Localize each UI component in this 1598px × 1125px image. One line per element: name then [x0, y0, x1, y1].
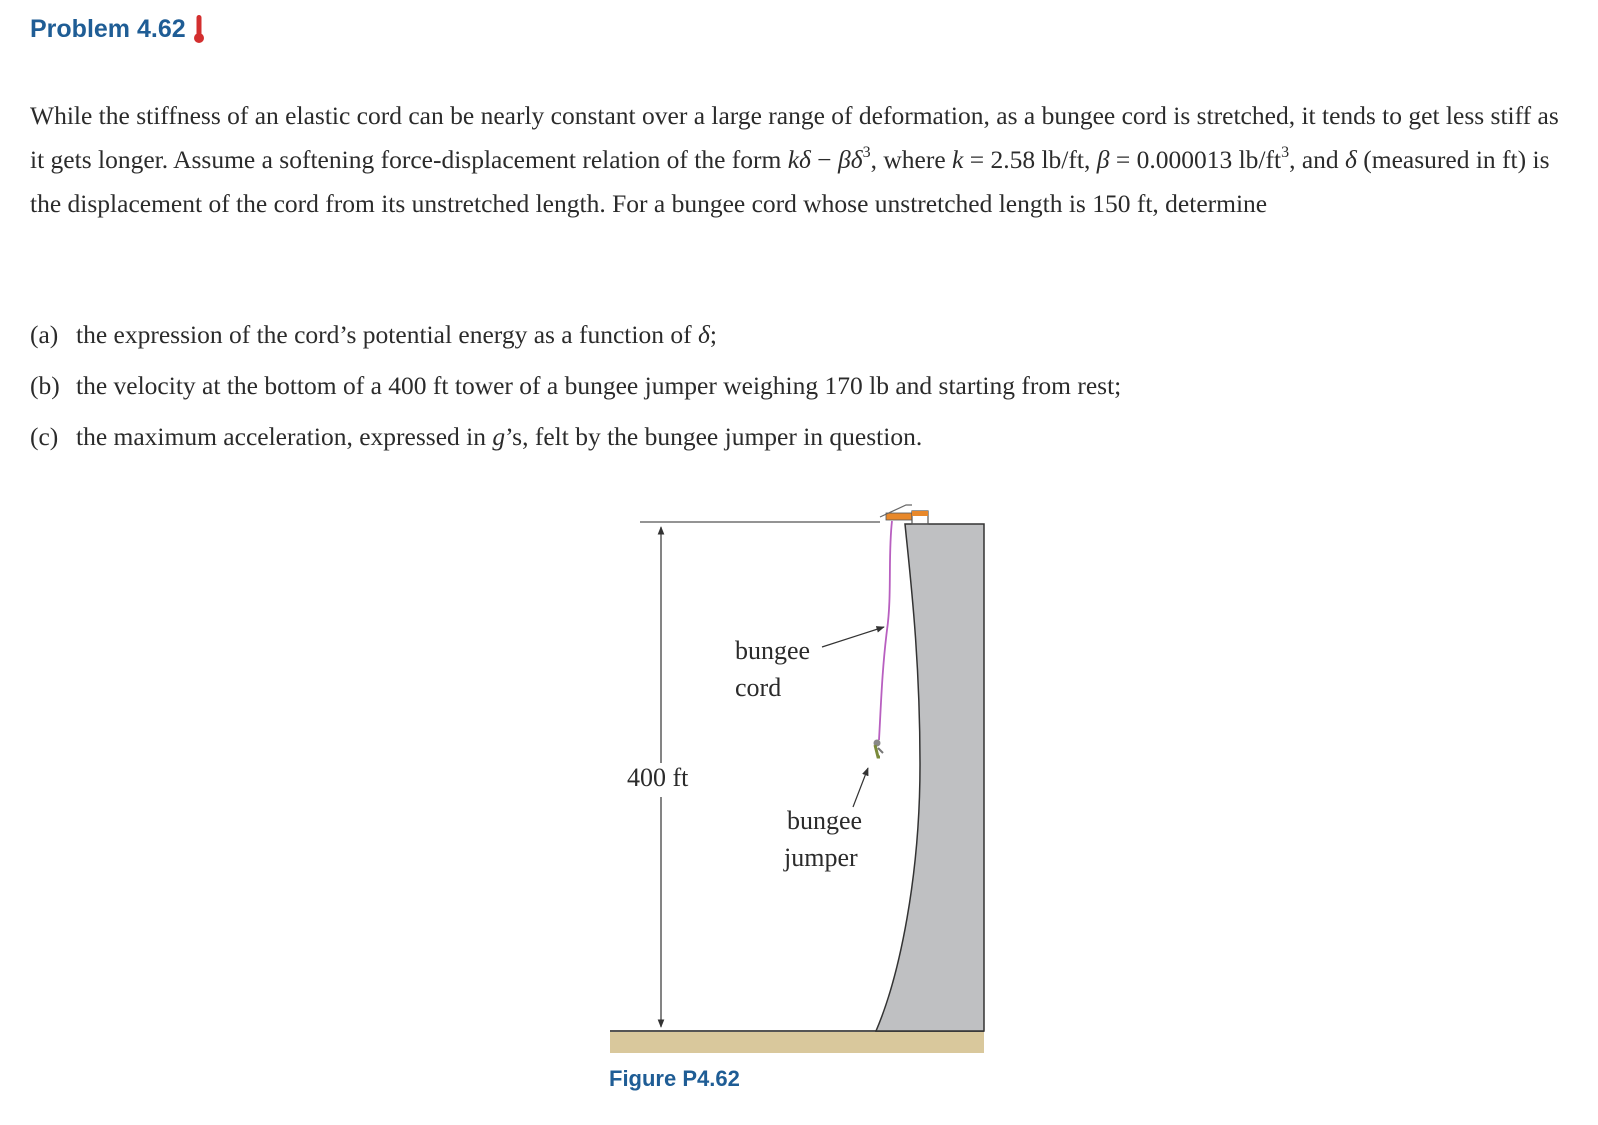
cord-label-line1: bungee — [735, 636, 811, 665]
problem-title — [30, 14, 206, 44]
tower — [876, 524, 984, 1031]
k-value: = 2.58 lb/ft, — [963, 145, 1097, 174]
ft-exponent-3: 3 — [1281, 143, 1290, 161]
part-c-tag: (c) — [30, 422, 59, 451]
beta-value: = 0.000013 lb/ft — [1109, 145, 1282, 174]
part-b-text: the velocity at the bottom of a 400 ft tower of a bungee jumper weighing 170 lb and starting from rest; — [76, 371, 1122, 400]
math-beta-delta: βδ — [838, 145, 863, 174]
part-c-text: the maximum acceleration, expressed in — [76, 422, 493, 451]
part-b — [30, 364, 1121, 415]
part-a — [30, 313, 1121, 364]
part-c-symbol: g — [492, 422, 506, 451]
minus-sign: − — [810, 145, 839, 174]
part-b-tag: (b) — [30, 371, 60, 400]
math-delta: δ — [1345, 145, 1357, 174]
thermometer-icon — [192, 14, 206, 44]
question-parts — [30, 313, 1121, 466]
jumper-label-line1: bungee — [787, 806, 863, 835]
figure-caption: Figure P4.62 — [609, 1066, 740, 1091]
jumper-figure — [874, 740, 884, 758]
math-k: k — [952, 145, 964, 174]
exponent-3: 3 — [862, 143, 871, 161]
figure-p4-62 — [600, 495, 1000, 1065]
part-a-end: ; — [709, 320, 717, 349]
math-k-delta: kδ — [787, 145, 811, 174]
statement-text-1: While the stiffness of an elastic cord can be nearly constant over a large range of deformation, as a bungee cord is stretched, it tends to get less stiff as it gets longer. Assume a softening force-displacement relation of the form — [30, 101, 1559, 174]
part-c — [30, 415, 1121, 466]
part-c-end: ’s, felt by the bungee jumper in question. — [505, 422, 923, 451]
cord-leader-arrow — [822, 627, 884, 647]
problem-title-text: Problem 4.62 — [30, 14, 186, 43]
statement-text-3: , and — [1289, 145, 1346, 174]
platform — [886, 513, 912, 520]
part-a-tag: (a) — [30, 320, 59, 349]
bungee-cord — [879, 521, 892, 740]
statement-text-2: , where — [870, 145, 953, 174]
cord-label-line2: cord — [735, 673, 782, 702]
part-a-text: the expression of the cord’s potential energy as a function of — [76, 320, 698, 349]
height-label: 400 ft — [627, 763, 689, 792]
part-a-symbol: δ — [697, 320, 710, 349]
math-beta: β — [1096, 145, 1110, 174]
problem-statement — [30, 94, 1575, 226]
jumper-label-line2: jumper — [784, 843, 858, 872]
statement-text-4: (measured in ft) is the displacement of the cord from its unstretched length. For a bungee cord whose unstretched length is 150 ft, determine — [30, 145, 1550, 218]
platform-cap — [912, 511, 928, 516]
ground — [610, 1031, 984, 1053]
